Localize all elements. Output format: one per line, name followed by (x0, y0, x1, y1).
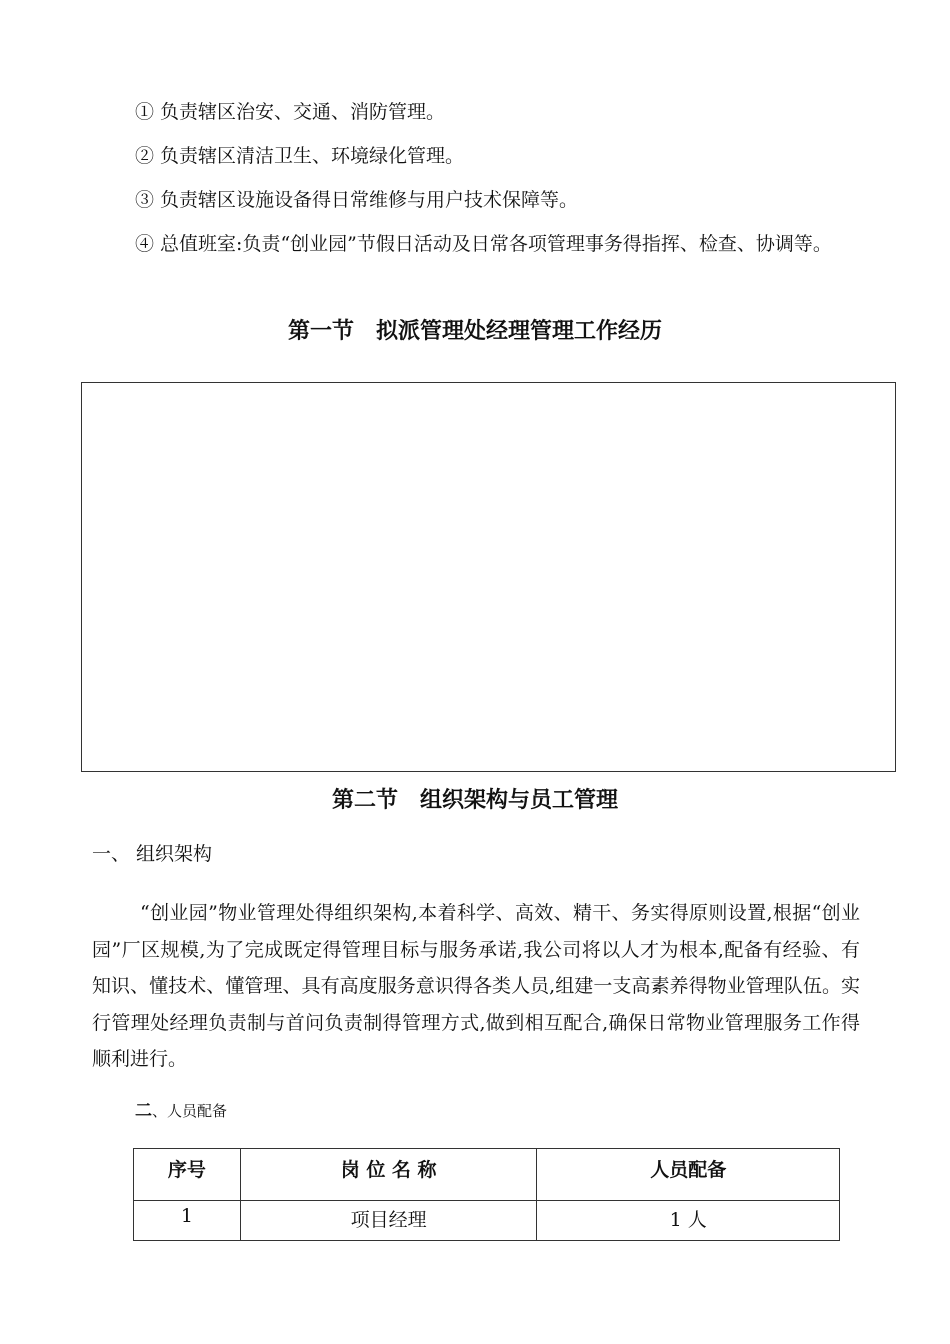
duty-item-3: ③ 负责辖区设施设备得日常维修与用户技术保障等。 (135, 189, 579, 211)
table-row (134, 1201, 840, 1241)
staffing-table (133, 1148, 840, 1241)
cell-position: 项目经理 (240, 1201, 537, 1241)
work-experience-box (81, 382, 896, 772)
cell-index: 1 (134, 1201, 241, 1241)
duty-item-4: ④ 总值班室:负责“创业园”节假日活动及日常各项管理事务得指挥、检查、协调等。 (135, 233, 832, 255)
subheading-org-structure: 一、 组织架构 (92, 843, 213, 865)
duty-item-1: ① 负责辖区治安、交通、消防管理。 (135, 101, 446, 123)
section2-heading: 第二节 组织架构与员工管理 (331, 788, 618, 813)
duty-item-2: ② 负责辖区清洁卫生、环境绿化管理。 (135, 145, 465, 167)
header-index: 序号 (134, 1149, 241, 1201)
subheading-staffing-number: 二 (135, 1101, 152, 1121)
org-structure-paragraph: “创业园”物业管理处得组织架构,本着科学、高效、精干、务实得原则设置,根据“创业园”厂区规模,为了完成既定得管理目标与服务承诺,我公司将以人才为根本,配备有经验、有知识、懂技术、懂管理、具有高度服务意识得各类人员,组建一支高素养得物业管理队伍。实行管理处经理负责制与首问负责制得管理方式,做到相互配合,确保日常物业管理服务工作得顺利进行。 (92, 902, 860, 1070)
header-position: 岗 位 名 称 (240, 1149, 537, 1201)
table-header-row (134, 1149, 840, 1201)
section1-heading: 第一节 拟派管理处经理管理工作经历 (287, 319, 662, 344)
subheading-staffing-label: 、人员配备 (152, 1102, 228, 1120)
cell-staffing: 1 人 (537, 1201, 840, 1241)
header-staffing: 人员配备 (537, 1149, 840, 1201)
subheading-staffing (135, 1100, 227, 1122)
